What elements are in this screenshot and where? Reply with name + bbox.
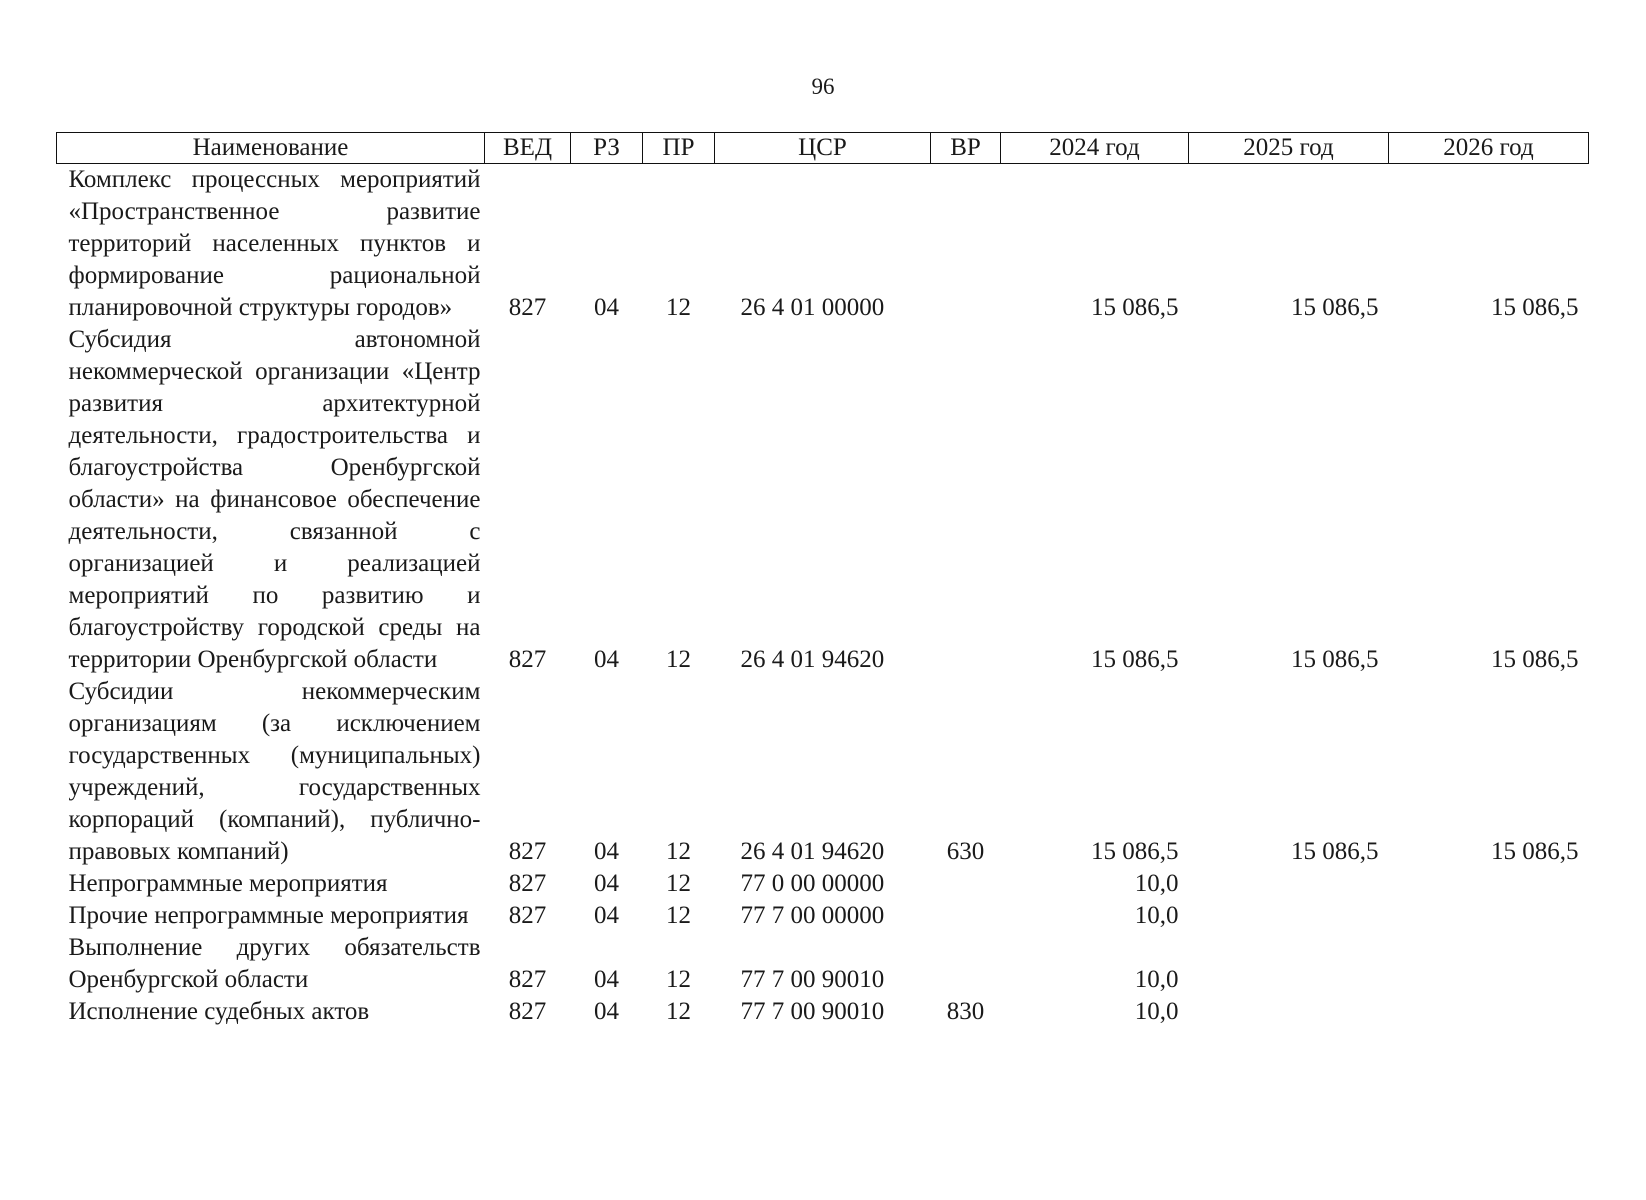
- row-csr: 77 0 00 00000: [740, 870, 885, 897]
- table-row: [57, 900, 1589, 932]
- row-pr: 12: [666, 838, 691, 865]
- row-2025: [1189, 868, 1389, 900]
- table-row: [57, 676, 1589, 868]
- header-2024: 2024 год: [1001, 133, 1189, 164]
- row-rz: 04: [594, 998, 619, 1025]
- budget-table: [56, 132, 1589, 1028]
- page-number: 96: [811, 74, 835, 99]
- row-name: Комплекс процессных мероприятий «Пространственное развитие территорий населенных пунктов и формирование рациональной планировочной структуры городов»: [68, 166, 481, 321]
- row-2026: 15 086,5: [1491, 838, 1579, 865]
- row-name: Прочие непрограммные мероприятия: [68, 902, 469, 929]
- row-pr: 12: [666, 966, 691, 993]
- header-2026: 2026 год: [1389, 133, 1589, 164]
- row-2024: 15 086,5: [1091, 838, 1179, 865]
- row-2024: 10,0: [1134, 902, 1179, 929]
- row-vr: [931, 900, 1001, 932]
- header-ved: ВЕД: [485, 133, 571, 164]
- header-2025: 2025 год: [1189, 133, 1389, 164]
- row-vr: 630: [946, 838, 985, 865]
- row-pr: 12: [666, 902, 691, 929]
- row-2025: [1189, 932, 1389, 996]
- row-rz: 04: [594, 902, 619, 929]
- table-row: [57, 932, 1589, 996]
- table-row: [57, 164, 1589, 325]
- row-2024: 15 086,5: [1091, 294, 1179, 321]
- row-vr: [931, 164, 1001, 325]
- row-2024: 10,0: [1134, 966, 1179, 993]
- table-row: [57, 868, 1589, 900]
- row-vr: [931, 868, 1001, 900]
- row-2025: [1189, 900, 1389, 932]
- row-ved: 827: [508, 966, 547, 993]
- row-csr: 77 7 00 90010: [740, 998, 885, 1025]
- row-rz: 04: [594, 646, 619, 673]
- row-ved: 827: [508, 294, 547, 321]
- row-2026: [1389, 900, 1589, 932]
- row-pr: 12: [666, 998, 691, 1025]
- row-rz: 04: [594, 294, 619, 321]
- row-rz: 04: [594, 966, 619, 993]
- row-2026: [1389, 996, 1589, 1028]
- table-row: [57, 996, 1589, 1028]
- row-name: Непрограммные мероприятия: [68, 870, 388, 897]
- header-pr: ПР: [643, 133, 715, 164]
- row-2026: [1389, 868, 1589, 900]
- row-2024: 15 086,5: [1091, 646, 1179, 673]
- row-2026: 15 086,5: [1491, 294, 1579, 321]
- row-vr: [931, 324, 1001, 676]
- row-2025: 15 086,5: [1291, 838, 1379, 865]
- row-name: Исполнение судебных актов: [68, 998, 370, 1025]
- row-name: Субсидии некоммерческим организациям (за исключением государственных (муниципальных) учреждений, государственных корпораций (компаний), публично-правовых компаний): [68, 678, 481, 865]
- row-2025: 15 086,5: [1291, 646, 1379, 673]
- row-vr: 830: [946, 998, 985, 1025]
- row-csr: 77 7 00 00000: [740, 902, 885, 929]
- row-pr: 12: [666, 294, 691, 321]
- row-ved: 827: [508, 998, 547, 1025]
- table-header-row: [57, 133, 1589, 164]
- row-ved: 827: [508, 870, 547, 897]
- row-2025: 15 086,5: [1291, 294, 1379, 321]
- row-csr: 26 4 01 00000: [740, 294, 885, 321]
- header-csr: ЦСР: [715, 133, 931, 164]
- row-2026: 15 086,5: [1491, 646, 1579, 673]
- row-csr: 26 4 01 94620: [740, 838, 885, 865]
- row-2026: [1389, 932, 1589, 996]
- row-csr: 77 7 00 90010: [740, 966, 885, 993]
- header-vr: ВР: [931, 133, 1001, 164]
- row-rz: 04: [594, 838, 619, 865]
- row-rz: 04: [594, 870, 619, 897]
- row-ved: 827: [508, 838, 547, 865]
- header-name: Наименование: [57, 133, 485, 164]
- row-2024: 10,0: [1134, 998, 1179, 1025]
- row-csr: 26 4 01 94620: [740, 646, 885, 673]
- row-vr: [931, 932, 1001, 996]
- row-2025: [1189, 996, 1389, 1028]
- row-name: Выполнение других обязательств Оренбургской области: [68, 934, 481, 993]
- header-rz: РЗ: [571, 133, 643, 164]
- row-pr: 12: [666, 646, 691, 673]
- table-row: [57, 324, 1589, 676]
- row-ved: 827: [508, 646, 547, 673]
- row-2024: 10,0: [1134, 870, 1179, 897]
- row-ved: 827: [508, 902, 547, 929]
- row-pr: 12: [666, 870, 691, 897]
- row-name: Субсидия автономной некоммерческой организации «Центр развития архитектурной деятельности, градостроительства и благоустройства Оренбургской области» на финансовое обеспечение деятельности, связанной с организацией и реализацией мероприятий по развитию и благоустройству городской среды на территории Оренбургской области: [68, 326, 481, 673]
